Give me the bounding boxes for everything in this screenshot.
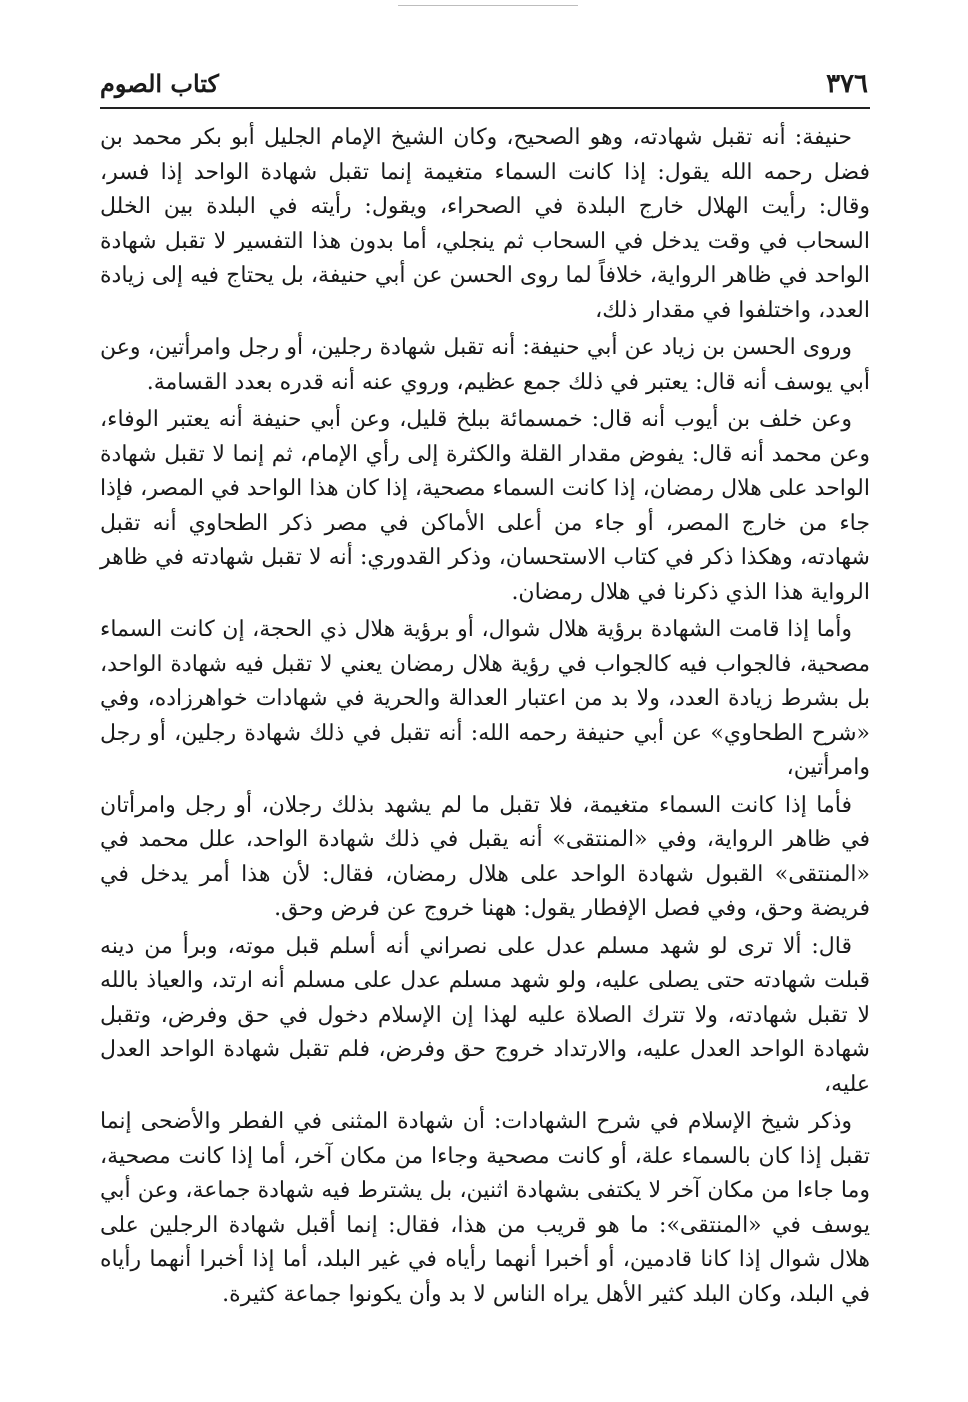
paragraph: وذكر شيخ الإسلام في شرح الشهادات: أن شهادة المثنى في الفطر والأضحى إنما تقبل إذا كان بالسماء علة، أو كانت مصحية وجاءا من مكان آخر، أما إذا كانت مصحية، وما جاءا من مكان آخر لا يكتفى بشهادة اثنين، بل يشترط فيه شهادة جماعة، وعن أبي يوسف في «المنتقى»: ما هو قريب من هذا، فقال: إنما أقبل شهادة الرجلين على هلال شوال إذا كانا قادمين، أو أخبرا أنهما رأياه في غير البلد، أما إذا أخبرا أنهما رأياه في البلد، وكان البلد كثير الأهل يراه الناس لا بد وأن يكونوا جماعة كثيرة. [100,1109,870,1307]
page-number: ٣٧٦ [826,69,868,99]
paragraph: وأما إذا قامت الشهادة برؤية هلال شوال، أو برؤية هلال ذي الحجة، إن كانت السماء مصحية، فالجواب فيه كالجواب في رؤية هلال رمضان يعني لا تقبل فيه شهادة الواحد، بل بشرط زيادة العدد، ولا بد من اعتبار العدالة والحرية في شهادات خواهرزاده، وفي «شرح الطحاوي» عن أبي حنيفة رحمه الله: أنه تقبل في ذلك شهادة رجلين، أو رجل وامرأتين، [100,617,870,780]
header-rule [100,107,870,109]
running-title: كتاب الصوم [100,69,219,98]
paragraph: وروى الحسن بن زياد عن أبي حنيفة: أنه تقبل شهادة رجلين، أو رجل وامرأتين، وعن أبي يوسف أنه قال: يعتبر في ذلك جمع عظيم، وروي عنه أنه قدره بعدد القسامة. [100,335,870,395]
paragraph: حنيفة: أنه تقبل شهادته، وهو الصحيح، وكان الشيخ الإمام الجليل أبو بكر محمد بن فضل رحمه الله يقول: إذا كانت السماء متغيمة إنما تقبل شهادة الواحد إذا فسر، وقال: رأيت الهلال خارج البلدة في الصحراء، ويقول: رأيته في البلدة بين الخلل السحاب في وقت يدخل في السحاب ثم ينجلي، أما بدون هذا التفسير لا تقبل شهادة الواحد في ظاهر الرواية، خلافاً لما روى الحسن عن أبي حنيفة، بل يحتاج فيه إلى زيادة العدد، واختلفوا في مقدار ذلك، [100,125,870,323]
paragraph: وعن خلف بن أيوب أنه قال: خمسمائة ببلخ قليل، وعن أبي حنيفة أنه يعتبر الوفاء، وعن محمد أنه قال: يفوض مقدار القلة والكثرة إلى رأي الإمام، ثم إنما لا تقبل شهادة الواحد على هلال رمضان، إذا كانت السماء مصحية، إذا كان هذا الواحد في المصر، فإذا جاء من خارج المصر، أو جاء من أعلى الأماكن في مصر ذكر الطحاوي أنه تقبل شهادته، وهكذا ذكر في كتاب الاستحسان، وذكر القدوري: أنه لا تقبل شهادته في ظاهر الرواية هذا الذي ذكرنا في هلال رمضان. [100,407,871,605]
body-text [100,121,870,1315]
paragraph: قال: ألا ترى لو شهد مسلم عدل على نصراني أنه أسلم قبل موته، وبرأ من دينه قبلت شهادته حتى يصلى عليه، ولو شهد مسلم عدل على مسلم أنه ارتد، والعياذ بالله لا تقبل شهادته، ولا تترك الصلاة عليه لهذا إن الإسلام دخول في حق وفرض، وتقبل شهادة الواحد العدل عليه، والارتداد خروج حق وفرض، فلم تقبل شهادة الواحد العدل عليه، [100,933,870,1097]
page-header [100,66,868,106]
top-edge-mark [398,5,578,6]
paragraph: فأما إذا كانت السماء متغيمة، فلا تقبل ما لم يشهد بذلك رجلان، أو رجل وامرأتان في ظاهر الرواية، وفي «المنتقى» أنه يقبل في ذلك شهادة الواحد، علل محمد في «المنتقى» القبول شهادة الواحد على هلال رمضان، فقال: لأن هذا أمر يدخل في فريضة وحق، وفي فصل الإفطار يقول: ههنا خروج عن فرض وحق. [100,792,870,921]
